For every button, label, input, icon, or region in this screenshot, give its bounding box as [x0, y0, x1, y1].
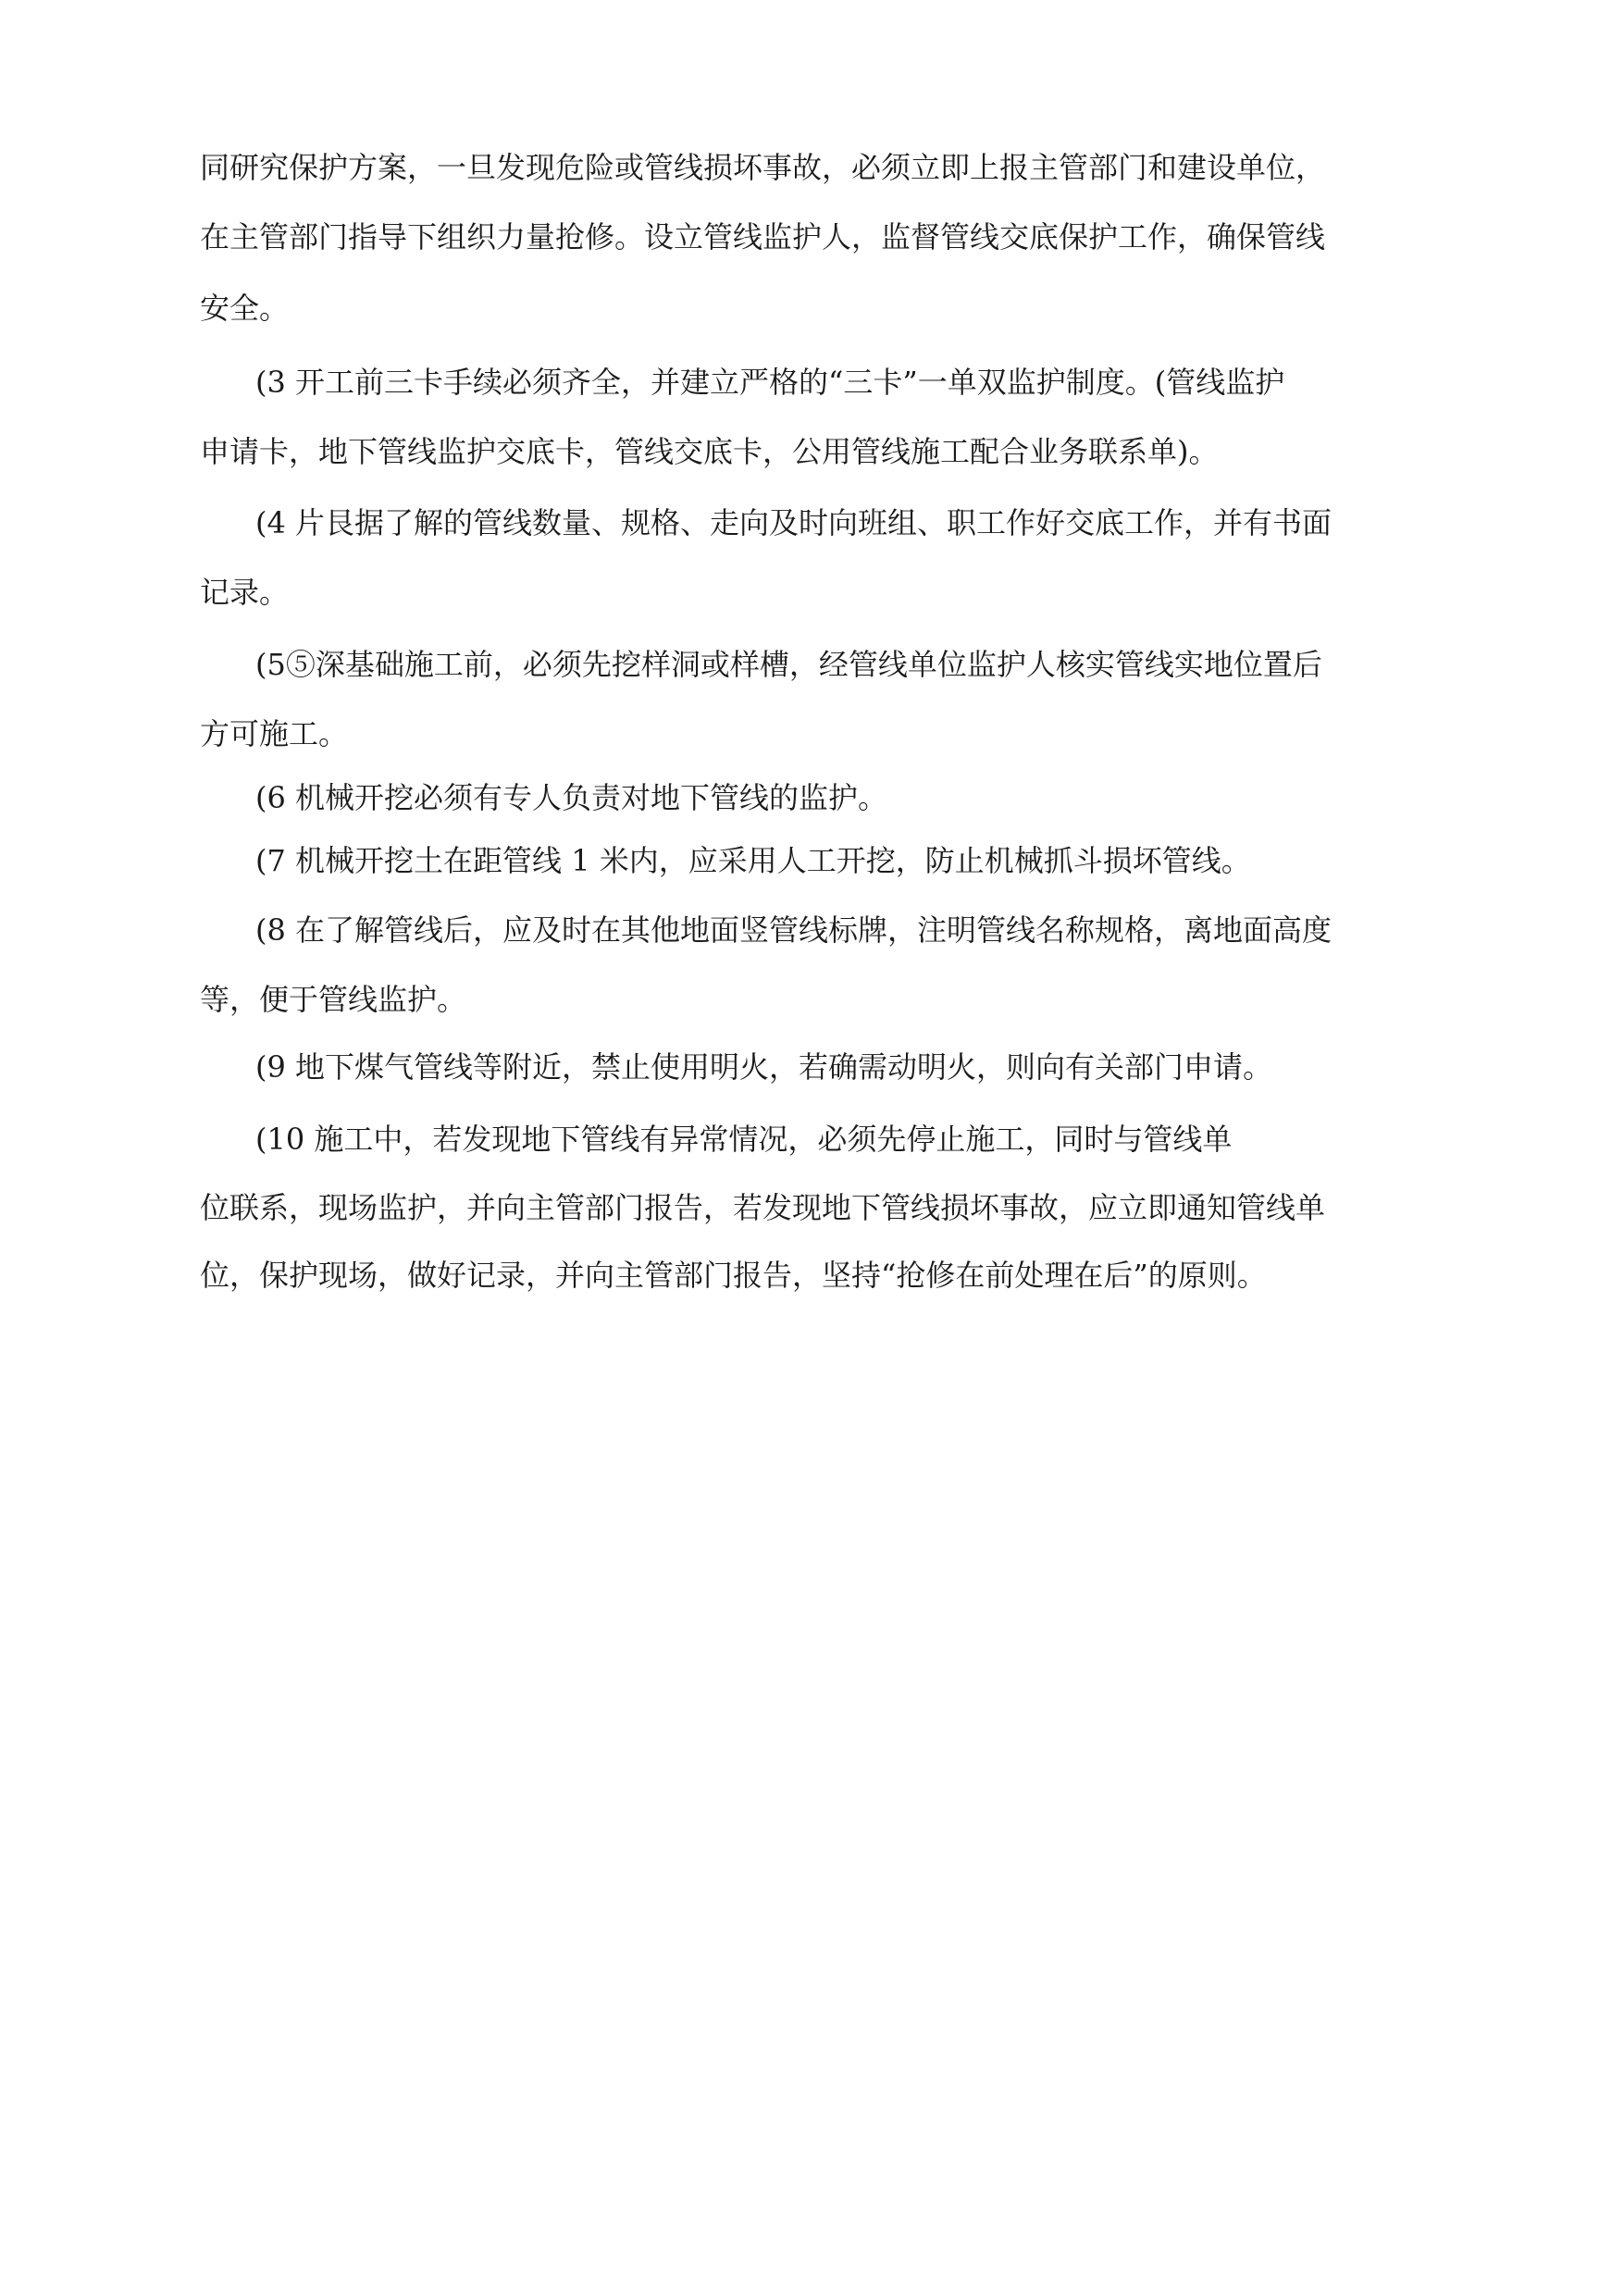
text-line-1: 同研究保护方案，一旦发现危险或管线损坏事故，必须立即上报主管部门和建设单位， [200, 150, 1326, 185]
text-line-10: (6 机械开挖必须有专人负责对地下管线的监护。 [255, 780, 888, 815]
text-line-14: (9 地下煤气管线等附近，禁止使用明火，若确需动明火，则向有关部门申请。 [255, 1049, 1273, 1085]
text-line-16: 位联系，现场监护，并向主管部门报告，若发现地下管线损坏事故，应立即通知管线单 [200, 1190, 1326, 1225]
text-line-5: 申请卡，地下管线监护交底卡，管线交底卡，公用管线施工配合业务联系单)。 [200, 434, 1219, 469]
text-line-2: 在主管部门指导下组织力量抢修。设立管线监护人，监督管线交底保护工作，确保管线 [200, 219, 1326, 254]
text-line-15: (10 施工中，若发现地下管线有异常情况，必须先停止施工，同时与管线单 [255, 1122, 1233, 1157]
text-line-7: 记录。 [200, 575, 290, 610]
text-line-11: (7 机械开挖土在距管线 1 米内，应采用人工开挖，防止机械抓斗损坏管线。 [255, 843, 1251, 878]
text-line-17: 位，保护现场，做好记录，并向主管部门报告，坚持“抢修在前处理在后”的原则。 [200, 1258, 1267, 1293]
text-line-6: (4 片艮据了解的管线数量、规格、走向及时向班组、职工作好交底工作，并有书面 [255, 505, 1333, 540]
text-line-13: 等，便于管线监护。 [200, 982, 467, 1017]
text-line-4: (3 开工前三卡手续必须齐全，并建立严格的“三卡”一单双监护制度。(管线监护 [255, 365, 1285, 400]
text-line-8: (5⑤深基础施工前，必须先挖样洞或样槽，经管线单位监护人核实管线实地位置后 [255, 647, 1322, 682]
text-line-12: (8 在了解管线后，应及时在其他地面竖管线标牌，注明管线名称规格，离地面高度 [255, 912, 1333, 948]
text-line-9: 方可施工。 [200, 716, 349, 751]
text-line-3: 安全。 [200, 291, 290, 326]
